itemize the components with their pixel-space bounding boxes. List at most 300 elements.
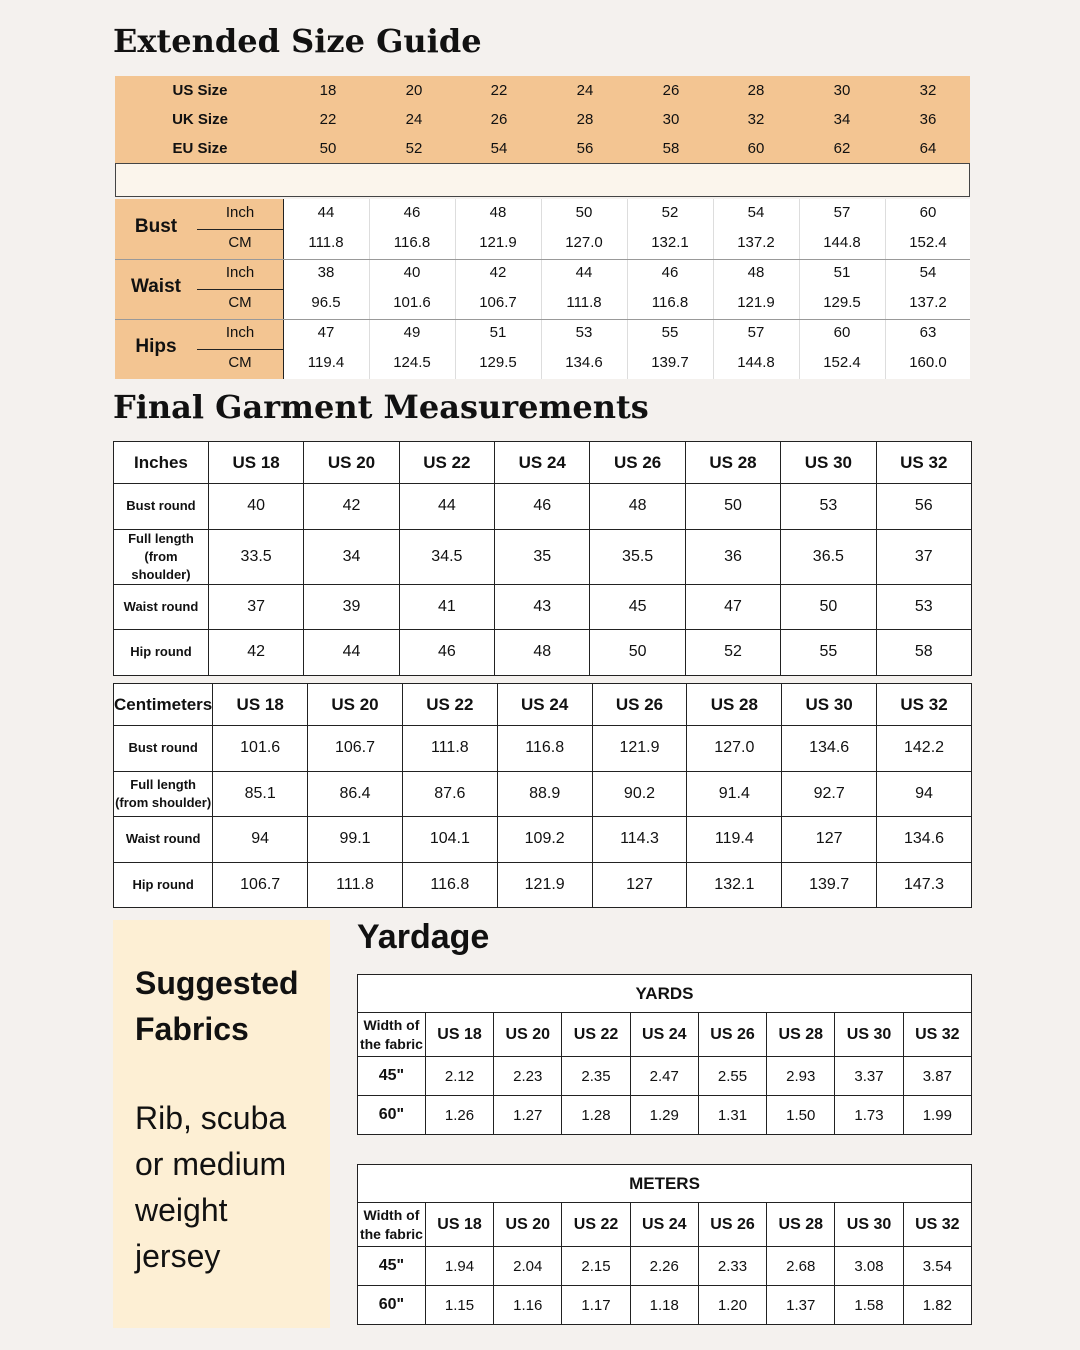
- fabrics-title-line: Fabrics: [135, 1011, 249, 1047]
- table-caption: YARDS: [358, 975, 972, 1013]
- column-header: US 20: [494, 1203, 562, 1247]
- table-corner-label: Inches: [114, 442, 209, 484]
- size-value: 54: [490, 140, 508, 157]
- table-header-row: [114, 442, 972, 484]
- table-cell: 3.08: [835, 1247, 903, 1286]
- width-label-line: Width of: [363, 1016, 420, 1033]
- column-header: US 24: [630, 1203, 698, 1247]
- table-cell: 121.9: [592, 726, 687, 772]
- column-header: US 32: [903, 1013, 971, 1057]
- size-value: 22: [490, 82, 508, 99]
- table-cell: 37: [876, 529, 971, 584]
- table-cell: 37: [208, 584, 303, 630]
- body-measurements-block: [115, 199, 970, 379]
- table-cell: 50: [781, 584, 876, 630]
- table-cell: 1.26: [425, 1096, 493, 1135]
- table-row: [114, 584, 972, 630]
- cm-value: 111.8: [308, 234, 344, 251]
- table-cell: 1.37: [767, 1286, 835, 1325]
- inch-value: 54: [919, 264, 937, 281]
- table-cell: 1.94: [425, 1247, 493, 1286]
- table-cell: 114.3: [592, 817, 687, 863]
- column-header: US 20: [494, 1013, 562, 1057]
- fabrics-body-line: or medium: [135, 1146, 287, 1182]
- table-cell: 43: [495, 584, 590, 630]
- column-separator: [455, 199, 456, 379]
- table-cell: 85.1: [213, 771, 308, 817]
- table-cell: 2.93: [767, 1057, 835, 1096]
- table-cell: 1.29: [630, 1096, 698, 1135]
- suggested-fabrics-text: [135, 1095, 325, 1279]
- size-row-label: UK Size: [172, 111, 228, 128]
- size-row: [115, 105, 970, 134]
- column-header: US 26: [590, 442, 685, 484]
- table-cell: 142.2: [877, 726, 972, 772]
- column-header: US 26: [592, 684, 687, 726]
- table-cell: 2.35: [562, 1057, 630, 1096]
- table-cell: 1.16: [494, 1286, 562, 1325]
- column-header: US 28: [685, 442, 780, 484]
- table-cell: 35: [495, 529, 590, 584]
- column-header: US 18: [208, 442, 303, 484]
- table-cell: 1.28: [562, 1096, 630, 1135]
- inch-value: 60: [919, 204, 937, 221]
- table-cell: 48: [495, 630, 590, 676]
- table-cell: 2.68: [767, 1247, 835, 1286]
- table-cell: 91.4: [687, 771, 782, 817]
- column-separator: [369, 199, 370, 379]
- column-header: US 30: [781, 442, 876, 484]
- size-value: 50: [319, 140, 337, 157]
- table-cell: 50: [590, 630, 685, 676]
- inch-value: 57: [833, 204, 851, 221]
- size-value: 34: [833, 111, 851, 128]
- unit-divider: [197, 289, 283, 290]
- table-cell: 2.04: [494, 1247, 562, 1286]
- table-cell: 3.37: [835, 1057, 903, 1096]
- table-cell: 56: [876, 484, 971, 530]
- size-row: [115, 76, 970, 105]
- row-label: [114, 862, 213, 908]
- table-corner-label: Centimeters: [114, 684, 213, 726]
- table-cell: 104.1: [402, 817, 497, 863]
- table-cell: 134.6: [877, 817, 972, 863]
- table-cell: 1.31: [698, 1096, 766, 1135]
- table-cell: 2.33: [698, 1247, 766, 1286]
- column-separator: [799, 199, 800, 379]
- suggested-fabrics-title: [135, 960, 325, 1052]
- table-cell: 134.6: [782, 726, 877, 772]
- table-cell: 41: [399, 584, 494, 630]
- table-cell: 106.7: [308, 726, 403, 772]
- column-header: US 24: [495, 442, 590, 484]
- table-cell: 48: [590, 484, 685, 530]
- group-separator: [115, 259, 970, 260]
- table-cell: 3.54: [903, 1247, 971, 1286]
- table-cell: 90.2: [592, 771, 687, 817]
- row-label-text: Full length: [130, 776, 196, 792]
- row-label-text: Bust round: [126, 498, 196, 514]
- inch-value: 40: [403, 264, 421, 281]
- extended-size-guide-title: Extended Size Guide: [113, 22, 482, 60]
- fabrics-body-line: weight: [135, 1192, 228, 1228]
- inch-value: 60: [833, 324, 851, 341]
- column-header: US 22: [402, 684, 497, 726]
- inch-value: 46: [661, 264, 679, 281]
- width-label-line: the fabric: [359, 1225, 423, 1242]
- column-header: US 22: [562, 1203, 630, 1247]
- table-cell: 3.87: [903, 1057, 971, 1096]
- size-value: 24: [576, 82, 594, 99]
- size-conversion-block: [115, 76, 970, 163]
- size-value: 30: [662, 111, 680, 128]
- column-header: US 30: [835, 1203, 903, 1247]
- column-separator: [885, 199, 886, 379]
- column-header: US 18: [425, 1013, 493, 1057]
- table-cell: 116.8: [402, 862, 497, 908]
- cm-value: 127.0: [565, 234, 603, 251]
- table-cell: 1.17: [562, 1286, 630, 1325]
- table-row: [114, 484, 972, 530]
- column-header: US 18: [425, 1203, 493, 1247]
- yardage-meters-table: [357, 1164, 972, 1325]
- cm-value: 121.9: [737, 294, 775, 311]
- column-header: US 24: [497, 684, 592, 726]
- inch-value: 52: [661, 204, 679, 221]
- column-separator: [541, 199, 542, 379]
- row-label-text: Full length: [128, 530, 194, 546]
- size-guide-spacer: [115, 163, 970, 197]
- size-value: 58: [662, 140, 680, 157]
- table-cell: 147.3: [877, 862, 972, 908]
- fabrics-body-line: Rib, scuba: [135, 1100, 287, 1136]
- table-cell: 86.4: [308, 771, 403, 817]
- table-cell: 92.7: [782, 771, 877, 817]
- table-cell: 2.23: [494, 1057, 562, 1096]
- table-cell: 42: [208, 630, 303, 676]
- unit-label-inch: Inch: [225, 264, 255, 281]
- cm-value: 160.0: [909, 354, 947, 371]
- table-cell: 2.55: [698, 1057, 766, 1096]
- table-cell: 46: [399, 630, 494, 676]
- cm-value: 134.6: [565, 354, 603, 371]
- inch-value: 50: [575, 204, 593, 221]
- row-label: [114, 584, 209, 630]
- inch-value: 55: [661, 324, 679, 341]
- column-header: US 30: [835, 1013, 903, 1057]
- size-value: 28: [576, 111, 594, 128]
- size-value: 26: [490, 111, 508, 128]
- table-cell: 42: [304, 484, 399, 530]
- table-header-row: [358, 1203, 972, 1247]
- size-value: 20: [405, 82, 423, 99]
- size-value: 28: [747, 82, 765, 99]
- table-cell: 109.2: [497, 817, 592, 863]
- column-header: US 32: [903, 1203, 971, 1247]
- cm-value: 96.5: [311, 294, 341, 311]
- table-cell: 119.4: [687, 817, 782, 863]
- cm-value: 116.8: [651, 294, 689, 311]
- table-cell: 127: [592, 862, 687, 908]
- table-cell: 1.99: [903, 1096, 971, 1135]
- table-cell: 46: [495, 484, 590, 530]
- cm-value: 144.8: [737, 354, 775, 371]
- column-header: US 18: [213, 684, 308, 726]
- row-label: [114, 529, 209, 584]
- row-label-subtext: (from shoulder): [115, 794, 212, 810]
- size-value: 36: [919, 111, 937, 128]
- table-cell: 1.82: [903, 1286, 971, 1325]
- yardage-title: Yardage: [357, 918, 490, 956]
- row-label: [114, 817, 213, 863]
- table-cell: 55: [781, 630, 876, 676]
- table-cell: 111.8: [402, 726, 497, 772]
- inch-value: 51: [833, 264, 851, 281]
- table-cell: 36.5: [781, 529, 876, 584]
- final-inches-table: [113, 441, 972, 676]
- table-cell: 34.5: [399, 529, 494, 584]
- table-cell: 1.27: [494, 1096, 562, 1135]
- extended-size-guide-table: [115, 76, 970, 379]
- cm-value: 129.5: [479, 354, 517, 371]
- table-cell: 101.6: [213, 726, 308, 772]
- inch-value: 51: [489, 324, 507, 341]
- table-cell: 34: [304, 529, 399, 584]
- size-row-label: EU Size: [172, 140, 228, 157]
- size-value: 32: [919, 82, 937, 99]
- fabric-width-label: 45": [358, 1057, 426, 1096]
- cm-value: 124.5: [393, 354, 431, 371]
- table-cell: 1.15: [425, 1286, 493, 1325]
- width-of-fabric-label: [358, 1203, 426, 1247]
- table-row: [358, 1096, 972, 1135]
- row-label-text: Waist round: [123, 598, 199, 614]
- table-cell: 99.1: [308, 817, 403, 863]
- divider: [283, 199, 284, 379]
- table-cell: 36: [685, 529, 780, 584]
- cm-value: 152.4: [909, 234, 947, 251]
- table-row: [358, 1286, 972, 1325]
- table-cell: 39: [304, 584, 399, 630]
- table-cell: 52: [685, 630, 780, 676]
- row-label-text: Waist round: [125, 831, 201, 847]
- cm-value: 101.6: [393, 294, 431, 311]
- column-header: US 30: [782, 684, 877, 726]
- size-value: 56: [576, 140, 594, 157]
- table-cell: 116.8: [497, 726, 592, 772]
- column-separator: [627, 199, 628, 379]
- row-label-subtext: (from shoulder): [131, 548, 191, 582]
- cm-value: 116.8: [393, 234, 431, 251]
- inch-value: 63: [919, 324, 937, 341]
- column-header: US 22: [562, 1013, 630, 1057]
- unit-label-inch: Inch: [225, 324, 255, 341]
- table-cell: 40: [208, 484, 303, 530]
- table-cell: 47: [685, 584, 780, 630]
- size-value: 30: [833, 82, 851, 99]
- inch-value: 48: [489, 204, 507, 221]
- column-header: US 26: [698, 1013, 766, 1057]
- table-row: [114, 630, 972, 676]
- table-cell: 53: [781, 484, 876, 530]
- cm-value: 119.4: [307, 354, 345, 371]
- cm-value: 121.9: [479, 234, 517, 251]
- row-label-text: Hip round: [130, 644, 192, 660]
- size-value: 62: [833, 140, 851, 157]
- size-value: 60: [747, 140, 765, 157]
- table-cell: 1.73: [835, 1096, 903, 1135]
- fabric-width-label: 45": [358, 1247, 426, 1286]
- group-separator: [115, 319, 970, 320]
- table-cell: 2.12: [425, 1057, 493, 1096]
- inch-value: 54: [747, 204, 765, 221]
- unit-label-cm: CM: [228, 294, 252, 311]
- yardage-yards-table: [357, 974, 972, 1135]
- table-cell: 58: [876, 630, 971, 676]
- table-cell: 121.9: [497, 862, 592, 908]
- final-centimeters-table: [113, 683, 972, 908]
- row-label-text: Hip round: [132, 876, 194, 892]
- body-measurements-values: [283, 199, 970, 379]
- table-row: [114, 817, 972, 863]
- cm-value: 129.5: [823, 294, 861, 311]
- table-cell: 45: [590, 584, 685, 630]
- table-header-row: [114, 684, 972, 726]
- size-value: 52: [405, 140, 423, 157]
- table-cell: 127.0: [687, 726, 782, 772]
- row-label: [114, 726, 213, 772]
- measurement-group-name: Hips: [135, 336, 177, 357]
- cm-value: 132.1: [651, 234, 689, 251]
- table-cell: 94: [213, 817, 308, 863]
- unit-label-inch: Inch: [225, 204, 255, 221]
- cm-value: 144.8: [823, 234, 861, 251]
- column-header: US 28: [767, 1013, 835, 1057]
- inch-value: 48: [747, 264, 765, 281]
- cm-value: 139.7: [651, 354, 689, 371]
- column-header: US 32: [877, 684, 972, 726]
- unit-label-cm: CM: [228, 354, 252, 371]
- fabric-width-label: 60": [358, 1286, 426, 1325]
- column-header: US 22: [399, 442, 494, 484]
- table-cell: 139.7: [782, 862, 877, 908]
- table-row: [114, 726, 972, 772]
- table-row: [114, 529, 972, 584]
- size-value: 64: [919, 140, 937, 157]
- size-value: 22: [319, 111, 337, 128]
- width-of-fabric-label: [358, 1013, 426, 1057]
- size-value: 18: [319, 82, 337, 99]
- table-caption-row: [358, 975, 972, 1013]
- inch-value: 44: [317, 204, 335, 221]
- size-value: 32: [747, 111, 765, 128]
- inch-value: 49: [403, 324, 421, 341]
- table-cell: 1.50: [767, 1096, 835, 1135]
- row-label: [114, 771, 213, 817]
- unit-label-cm: CM: [228, 234, 252, 251]
- table-cell: 1.18: [630, 1286, 698, 1325]
- cm-value: 137.2: [737, 234, 775, 251]
- inch-value: 46: [403, 204, 421, 221]
- inch-value: 44: [575, 264, 593, 281]
- table-cell: 94: [877, 771, 972, 817]
- table-cell: 1.20: [698, 1286, 766, 1325]
- column-separator: [713, 199, 714, 379]
- fabrics-body-line: jersey: [135, 1238, 221, 1274]
- suggested-fabrics-panel: [113, 920, 330, 1328]
- column-header: US 20: [308, 684, 403, 726]
- size-row-label: US Size: [172, 82, 228, 99]
- table-caption-row: [358, 1165, 972, 1203]
- fabric-width-label: 60": [358, 1096, 426, 1135]
- column-header: US 32: [876, 442, 971, 484]
- cm-value: 106.7: [479, 294, 517, 311]
- cm-value: 111.8: [566, 294, 602, 311]
- table-cell: 88.9: [497, 771, 592, 817]
- inch-value: 57: [747, 324, 765, 341]
- table-header-row: [358, 1013, 972, 1057]
- table-cell: 132.1: [687, 862, 782, 908]
- table-cell: 33.5: [208, 529, 303, 584]
- column-header: US 28: [687, 684, 782, 726]
- width-label-line: Width of: [363, 1206, 420, 1223]
- table-cell: 2.15: [562, 1247, 630, 1286]
- table-cell: 1.58: [835, 1286, 903, 1325]
- table-cell: 111.8: [308, 862, 403, 908]
- unit-divider: [197, 229, 283, 230]
- measurement-group-name: Bust: [134, 216, 178, 237]
- table-cell: 44: [399, 484, 494, 530]
- cm-value: 137.2: [909, 294, 947, 311]
- width-label-line: the fabric: [359, 1035, 423, 1052]
- inch-value: 53: [575, 324, 593, 341]
- row-label: [114, 630, 209, 676]
- cm-value: 152.4: [823, 354, 861, 371]
- column-header: US 24: [630, 1013, 698, 1057]
- unit-divider: [197, 349, 283, 350]
- size-value: 24: [405, 111, 423, 128]
- inch-value: 42: [489, 264, 507, 281]
- table-caption: METERS: [358, 1165, 972, 1203]
- row-label-text: Bust round: [128, 740, 198, 756]
- fabrics-title-line: Suggested: [135, 965, 299, 1001]
- size-row: [115, 134, 970, 163]
- column-header: US 26: [698, 1203, 766, 1247]
- table-cell: 44: [304, 630, 399, 676]
- table-row: [358, 1247, 972, 1286]
- table-cell: 53: [876, 584, 971, 630]
- table-row: [114, 862, 972, 908]
- table-cell: 2.47: [630, 1057, 698, 1096]
- table-cell: 106.7: [213, 862, 308, 908]
- column-header: US 20: [304, 442, 399, 484]
- column-header: US 28: [767, 1203, 835, 1247]
- inch-value: 47: [317, 324, 335, 341]
- table-cell: 35.5: [590, 529, 685, 584]
- row-label: [114, 484, 209, 530]
- table-row: [358, 1057, 972, 1096]
- table-cell: 87.6: [402, 771, 497, 817]
- table-row: [114, 771, 972, 817]
- table-cell: 127: [782, 817, 877, 863]
- body-measurements-labels: [115, 199, 283, 379]
- table-cell: 50: [685, 484, 780, 530]
- final-garment-title: Final Garment Measurements: [113, 388, 649, 426]
- inch-value: 38: [317, 264, 335, 281]
- size-value: 26: [662, 82, 680, 99]
- table-cell: 2.26: [630, 1247, 698, 1286]
- measurement-group-name: Waist: [131, 276, 181, 297]
